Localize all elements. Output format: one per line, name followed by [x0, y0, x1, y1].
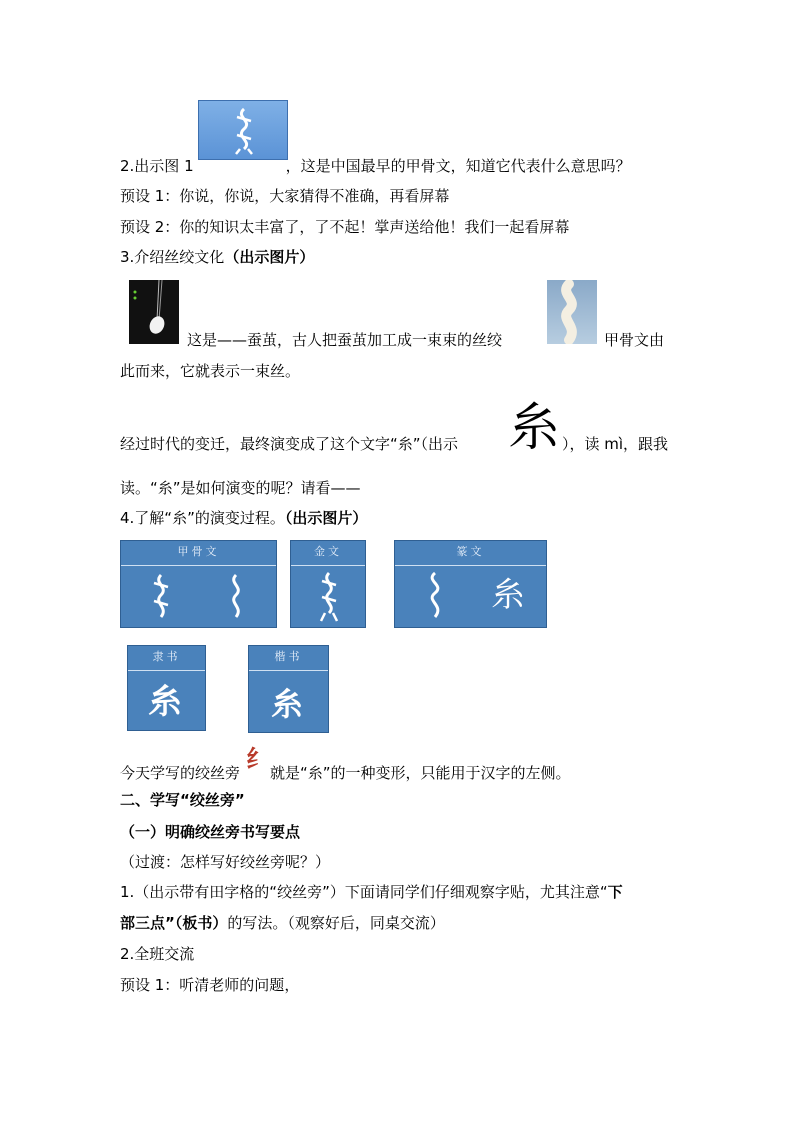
section-3-evolve-b: ），读 mì，跟我: [562, 435, 669, 453]
part-two-preset: 预设 1：听清老师的问题，: [120, 976, 300, 994]
panel-oracle-bone: [120, 540, 277, 628]
seal-mi-glyph: 糸: [491, 575, 525, 615]
section-2-line1: 2.出示图 1 ，这是中国最早的甲骨文，知道它代表什么意思吗？: [120, 157, 631, 175]
section-3-line-b: 甲骨文由: [604, 331, 665, 349]
panel-title: 隶书: [128, 646, 205, 671]
section-4-heading: 4.了解“糸”的演变过程。（出示图片）: [120, 509, 368, 527]
panel-title: 金文: [291, 541, 365, 566]
oracle-screen-image: [198, 100, 288, 160]
oracle-mi-glyph-icon: [231, 107, 257, 155]
panel-bronze: [290, 540, 366, 628]
section-3-evolve-a: 经过时代的变迁，最终演变成了这个文字“糸”（出示: [120, 435, 459, 453]
oracle-glyphs-icon: [121, 567, 278, 627]
part-two-heading: 二、学写“绞丝旁”: [120, 791, 245, 809]
clerical-mi-glyph: 糸: [148, 682, 182, 722]
silkworm-cocoon-image: [129, 280, 179, 344]
part-two-item1-line2: 部三点”（板书）的写法。（观察好后，同桌交流）: [120, 914, 445, 932]
closing-prefix: 今天学写的绞丝旁: [120, 764, 241, 782]
panel-regular: [248, 645, 329, 733]
part-two-subheading: （一）明确绞丝旁书写要点: [120, 823, 301, 841]
big-mi-character: 糸: [508, 398, 561, 458]
panel-seal: [394, 540, 547, 628]
regular-mi-glyph: 糸: [271, 685, 304, 723]
section-2-preset2: 预设 2：你的知识太丰富了，了不起！掌声送给他！我们一起看屏幕: [120, 218, 570, 236]
panel-title: 甲骨文: [121, 541, 276, 566]
silk-skein-image: [547, 280, 597, 344]
part-two-item2: 2.全班交流: [120, 945, 195, 963]
panel-title: 楷书: [249, 646, 328, 671]
part-two-item1-line1: 1.（出示带有田字格的“绞丝旁”）下面请同学们仔细观察字贴，尤其注意“下: [120, 883, 623, 901]
bronze-glyph-icon: [291, 567, 367, 627]
panel-title: 篆文: [395, 541, 546, 566]
section-3-evolve-c: 读。“糸”是如何演变的呢？请看——: [120, 479, 361, 497]
part-two-transition: （过渡：怎样写好绞丝旁呢？）: [120, 853, 331, 871]
panel-clerical: [127, 645, 206, 731]
section-2-preset1: 预设 1：你说，你说，大家猜得不准确，再看屏幕: [120, 187, 450, 205]
section-3-line-a: 这是——蚕茧，古人把蚕茧加工成一束束的丝绞: [187, 331, 503, 349]
section-3-heading: 3.介绍丝绞文化（出示图片）: [120, 248, 315, 266]
section-3-line-c: 此而来，它就表示一束丝。: [120, 362, 301, 380]
closing-suffix: 就是“糸”的一种变形，只能用于汉字的左侧。: [270, 764, 571, 782]
seal-glyph-icon: [395, 567, 548, 627]
silk-radical-image: 纟: [246, 744, 270, 773]
